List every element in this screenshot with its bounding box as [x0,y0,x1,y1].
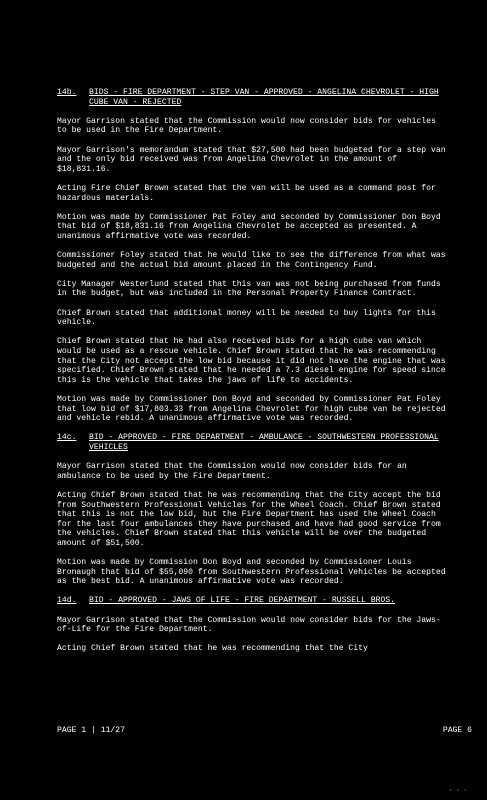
footer-page-number: PAGE 6 [442,726,472,735]
section-title: BID - APPROVED - JAWS OF LIFE - FIRE DEPARTMENT - RUSSELL BROS. [89,596,395,606]
paragraph: Acting Fire Chief Brown stated that the van will be used as a command post for hazardous materials. [57,183,436,203]
footer-left: PAGE 1 | 11/27 [57,726,125,735]
paragraph: Mayor Garrison stated that the Commission would now consider bids for vehicles to be used in the Fire Department. [57,116,436,136]
section-heading [57,596,447,606]
section-number: 14b. [57,88,77,97]
paragraph: Mayor Garrison stated that the Commission would now consider bids for the Jaws-of-Life for the Fire Department. [57,615,441,635]
section-number: 14c. [57,433,77,443]
section-number: 14d. [57,596,77,606]
paragraph: Acting Chief Brown stated that he was recommending that the City accept the bid from Southwestern Professional Vehicles for the Wheel Coach. Chief Brown stated that this is not the low bid, but the Fire Department has used the Wheel Coach for the last four ambulances they have purchased and have had good service from the vehicles. Chief Brown stated that this vehicle will be over the budgeted amount of $51,500. [57,490,441,548]
paragraph: Motion was made by Commission Don Boyd and seconded by Commissioner Louis Bronaugh that bid of $55,090 from Southwestern Professional Vehicles be accepted as the best bid. A unanimous affirmative vote was recorded. [57,558,446,587]
paragraph: Motion was made by Commissioner Don Boyd and seconded by Commissioner Pat Foley that low bid of $17,803.33 from Angelina Chevrolet for high cube van be rejected and vehicle rebid. A unanimous affirmative vote was recorded. [57,395,446,424]
paragraph: Commissioner Foley stated that he would like to see the difference from what was budgeted and the actual bid amount placed in the Contingency Fund. [57,251,446,270]
section-heading [57,433,447,452]
page-footer [57,726,472,736]
paragraph: City Manager Westerlund stated that this van was not being purchased from funds in the budget, but was included in the Personal Property Finance Contract. [57,279,441,299]
section-title: BIDS - FIRE DEPARTMENT - STEP VAN - APPROVED - ANGELINA CHEVROLET - HIGH CUBE VAN - REJECTED [89,88,439,107]
paragraph: Chief Brown stated that he had also received bids for a high cube van which would be used as a rescue vehicle. Chief Brown stated that he was recommending that the City not accept the low bid because it did not have the engine that was specified. Chief Brown stated that he needed a 7.3 diesel engine for speed since this is the vehicle that takes the jaws of life to accidents. [57,337,446,385]
paragraph: Mayor Garrison stated that the Commission would now consider bids for an ambulance to be used by the Fire Department. [57,462,407,481]
paragraph: Chief Brown stated that additional money will be needed to buy lights for this vehicle. [57,308,436,328]
paragraph: Motion was made by Commissioner Pat Foley and seconded by Commissioner Don Boyd that bid of $18,831.16 from Angelina Chevrolet be accepted as presented. A unanimous affirmative vote was recorded. [57,212,441,241]
section-title: BID - APPROVED - FIRE DEPARTMENT - AMBULANCE - SOUTHWESTERN PROFESSIONAL VEHICLES [89,433,439,452]
document-page [57,88,447,664]
corner-mark: · · · [448,787,467,795]
paragraph: Mayor Garrison's memorandum stated that $27,500 had been budgeted for a step van and the only bid received was from Angelina Chevrolet in the amount of $18,831.16. [57,145,446,174]
section-heading [57,88,447,107]
paragraph: Acting Chief Brown stated that he was recommending that the City [57,644,368,654]
